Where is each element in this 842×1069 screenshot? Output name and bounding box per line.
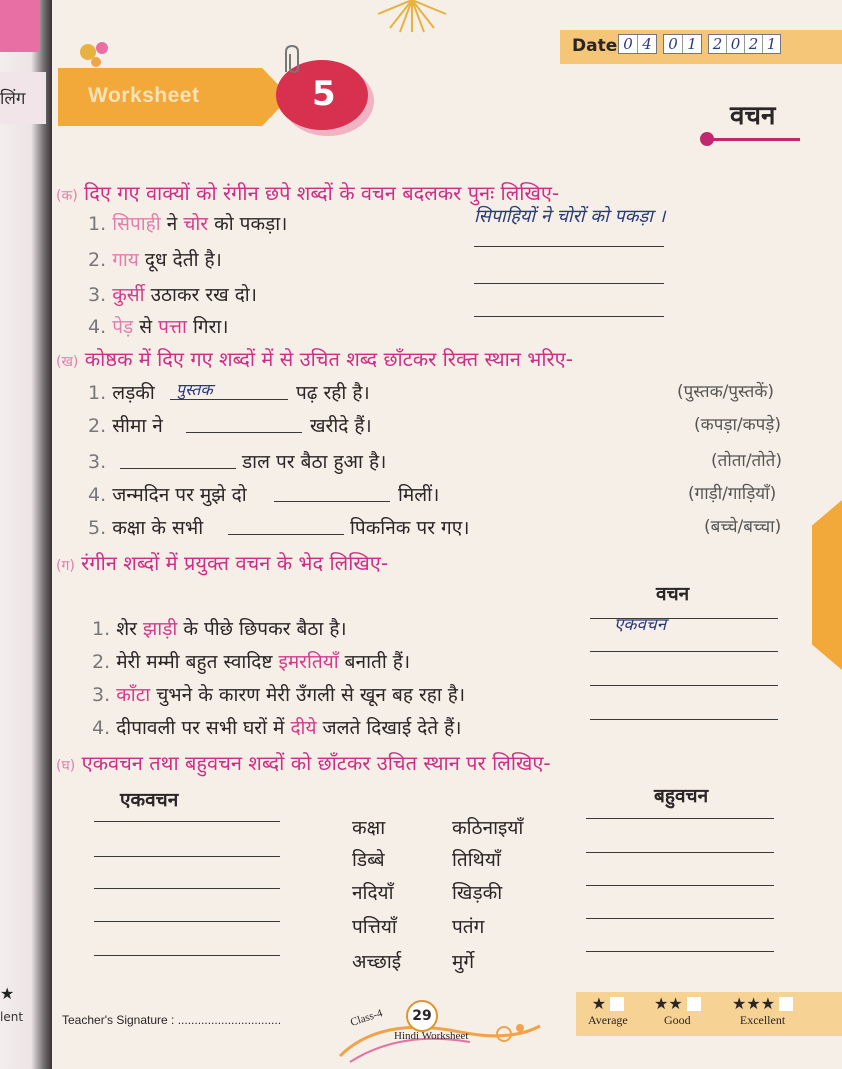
plural-label: बहुवचन — [654, 785, 709, 807]
date-digit: 2 — [745, 35, 763, 53]
worksheet-number: 5 — [312, 74, 336, 114]
section-c-title: रंगीन शब्दों में प्रयुक्त वचन के भेद लिखिए- — [81, 551, 389, 575]
word-option: कठिनाइयाँ — [452, 817, 524, 839]
singular-line[interactable] — [94, 856, 280, 857]
answer-line-a2[interactable] — [474, 283, 664, 284]
topic-title: वचन — [730, 101, 776, 131]
options-b2: (कपड़ा/कपड़े) — [694, 415, 782, 435]
date-digit: 4 — [642, 35, 652, 53]
sunburst-decoration — [372, 0, 452, 40]
word-option: तिथियाँ — [452, 849, 501, 871]
word-option: खिड़की — [452, 882, 503, 904]
question-a2: 2. गाय दूध देती है। — [88, 249, 222, 271]
section-c-heading — [56, 550, 388, 579]
section-d-title: एकवचन तथा बहुवचन शब्दों को छाँटकर उचित स्थान पर लिखिए- — [81, 751, 551, 775]
paperclip-icon — [280, 44, 304, 74]
section-b-marker: (ख) — [56, 354, 79, 370]
rating-average[interactable] — [588, 994, 628, 1028]
word-option: नदियाँ — [352, 882, 394, 904]
section-b-title: कोष्ठक में दिए गए शब्दों में से उचित शब्द छाँटकर रिक्त स्थान भरिए- — [84, 347, 573, 371]
question-b5-after: पिकनिक पर गए। — [350, 517, 470, 539]
question-b1-after: पढ़ रही है। — [296, 382, 370, 404]
rating-excellent[interactable] — [732, 994, 793, 1028]
rating-label: Average — [588, 1013, 628, 1027]
question-b3: 3. — [88, 451, 107, 473]
plural-line[interactable] — [586, 951, 774, 952]
word-option: पतंग — [452, 916, 485, 938]
question-c3: 3. काँटा चुभने के कारण मेरी उँगली से खून बह रहा है। — [92, 684, 466, 706]
plural-line[interactable] — [586, 885, 774, 886]
highlight-word: गाय — [112, 249, 139, 271]
prev-page-footer: lent — [0, 1010, 24, 1024]
word-option: मुर्गे — [452, 951, 475, 973]
options-b4: (गाड़ी/गाड़ियाँ) — [688, 484, 777, 504]
question-c1: 1. शेर झाड़ी के पीछे छिपकर बैठा है। — [92, 618, 347, 640]
book-spine — [0, 0, 52, 1069]
star-icon: ★★★ — [732, 994, 776, 1013]
question-a4: 4. पेड़ से पत्ता गिरा। — [88, 316, 229, 338]
date-digit: 0 — [664, 35, 683, 53]
rating-label: Good — [664, 1013, 691, 1027]
answer-b1[interactable]: पुस्तक — [176, 380, 213, 399]
highlight-word: पत्ता — [158, 316, 187, 338]
answer-line-c3[interactable] — [590, 719, 778, 720]
options-b1: (पुस्तक/पुस्तकें) — [677, 382, 775, 402]
highlight-word: इमरतियाँ — [278, 651, 339, 673]
question-c2: 2. मेरी मम्मी बहुत स्वादिष्ट इमरतियाँ बनाती हैं। — [92, 651, 411, 673]
section-a-title: दिए गए वाक्यों को रंगीन छपे शब्दों के वचन बदलकर पुनः लिखिए- — [84, 181, 560, 205]
plural-line[interactable] — [586, 918, 774, 919]
date-label: Date — [572, 36, 618, 56]
highlight-word: कुर्सी — [112, 284, 145, 306]
answer-line-a1 — [474, 246, 664, 247]
blank-b3[interactable] — [120, 468, 236, 469]
singular-line[interactable] — [94, 821, 280, 822]
star-icon: ★★ — [654, 994, 683, 1013]
date-digit: 2 — [709, 35, 727, 53]
singular-line[interactable] — [94, 888, 280, 889]
rating-label: Excellent — [739, 1013, 786, 1027]
highlight-word: चोर — [183, 213, 209, 235]
plural-line[interactable] — [586, 818, 774, 819]
answer-a1[interactable]: सिपाहियों ने चोरों को पकड़ा । — [474, 206, 666, 227]
question-b1: 1. लड़की — [88, 382, 155, 404]
rating-good[interactable] — [654, 994, 701, 1028]
question-b5: 5. कक्षा के सभी — [88, 517, 204, 539]
question-b2: 2. सीमा ने — [88, 415, 163, 437]
blank-b5[interactable] — [228, 534, 344, 535]
blank-b1 — [170, 399, 288, 400]
answer-line-c1 — [590, 651, 778, 652]
question-c4: 4. दीपावली पर सभी घरों में दीये जलते दिखाई देते हैं। — [92, 717, 462, 739]
section-b-heading — [56, 346, 573, 375]
word-option: पत्तियाँ — [352, 916, 397, 938]
page-number: 29 — [406, 1000, 438, 1032]
topic-underline — [712, 138, 800, 141]
date-digit: 0 — [727, 35, 745, 53]
options-b5: (बच्चे/बच्चा) — [704, 517, 782, 537]
worksheet-label: Worksheet — [88, 84, 200, 107]
rating-checkbox[interactable] — [687, 997, 701, 1011]
question-a1: 1. सिपाही ने चोर को पकड़ा। — [88, 213, 288, 235]
section-c-marker: (ग) — [56, 558, 75, 574]
highlight-word: पेड़ — [112, 316, 134, 338]
prev-page-star: ★ — [0, 984, 15, 1003]
singular-line[interactable] — [94, 955, 280, 956]
section-d-marker: (घ) — [56, 758, 76, 774]
rating-checkbox[interactable] — [779, 997, 793, 1011]
options-b3: (तोता/तोते) — [711, 451, 782, 471]
date-digit: 0 — [619, 35, 638, 53]
book-label: Hindi Worksheet — [394, 1030, 469, 1042]
date-field[interactable] — [618, 34, 781, 54]
highlight-word: झाड़ी — [142, 618, 178, 640]
highlight-word: काँटा — [116, 684, 151, 706]
right-edge-tab — [812, 500, 842, 670]
highlight-word: सिपाही — [112, 213, 161, 235]
answer-line-c2[interactable] — [590, 685, 778, 686]
question-b3-after: डाल पर बैठा हुआ है। — [242, 451, 387, 473]
topic-dot — [700, 132, 714, 146]
plural-line[interactable] — [586, 852, 774, 853]
word-option: डिब्बे — [352, 849, 385, 871]
word-option: कक्षा — [352, 817, 386, 839]
prev-page-pink-band — [0, 0, 40, 52]
question-b4-after: मिलीं। — [398, 484, 440, 506]
section-a-marker: (क) — [56, 188, 78, 204]
question-b2-after: खरीदे हैं। — [310, 415, 372, 437]
teacher-signature: Teacher's Signature : ............................... — [62, 1013, 282, 1027]
section-c-column-label: वचन — [656, 583, 690, 605]
date-digit: 1 — [687, 35, 697, 53]
singular-label: एकवचन — [120, 789, 179, 811]
star-icon: ★ — [591, 994, 607, 1013]
answer-c1[interactable]: एकवचन — [614, 615, 667, 635]
singular-line[interactable] — [94, 921, 280, 922]
blank-b2[interactable] — [186, 432, 302, 433]
date-digit: 1 — [766, 35, 777, 53]
blank-b4[interactable] — [274, 501, 390, 502]
question-a3: 3. कुर्सी उठाकर रख दो। — [88, 284, 257, 306]
prev-page-fragment: लिंग — [0, 89, 26, 109]
word-option: अच्छाई — [352, 951, 402, 973]
answer-line-a3[interactable] — [474, 316, 664, 317]
rating-checkbox[interactable] — [610, 997, 624, 1011]
highlight-word: दीये — [290, 717, 317, 739]
question-b4: 4. जन्मदिन पर मुझे दो — [88, 484, 247, 506]
section-d-heading — [56, 750, 551, 779]
class-label: Class-4 — [348, 1007, 385, 1029]
